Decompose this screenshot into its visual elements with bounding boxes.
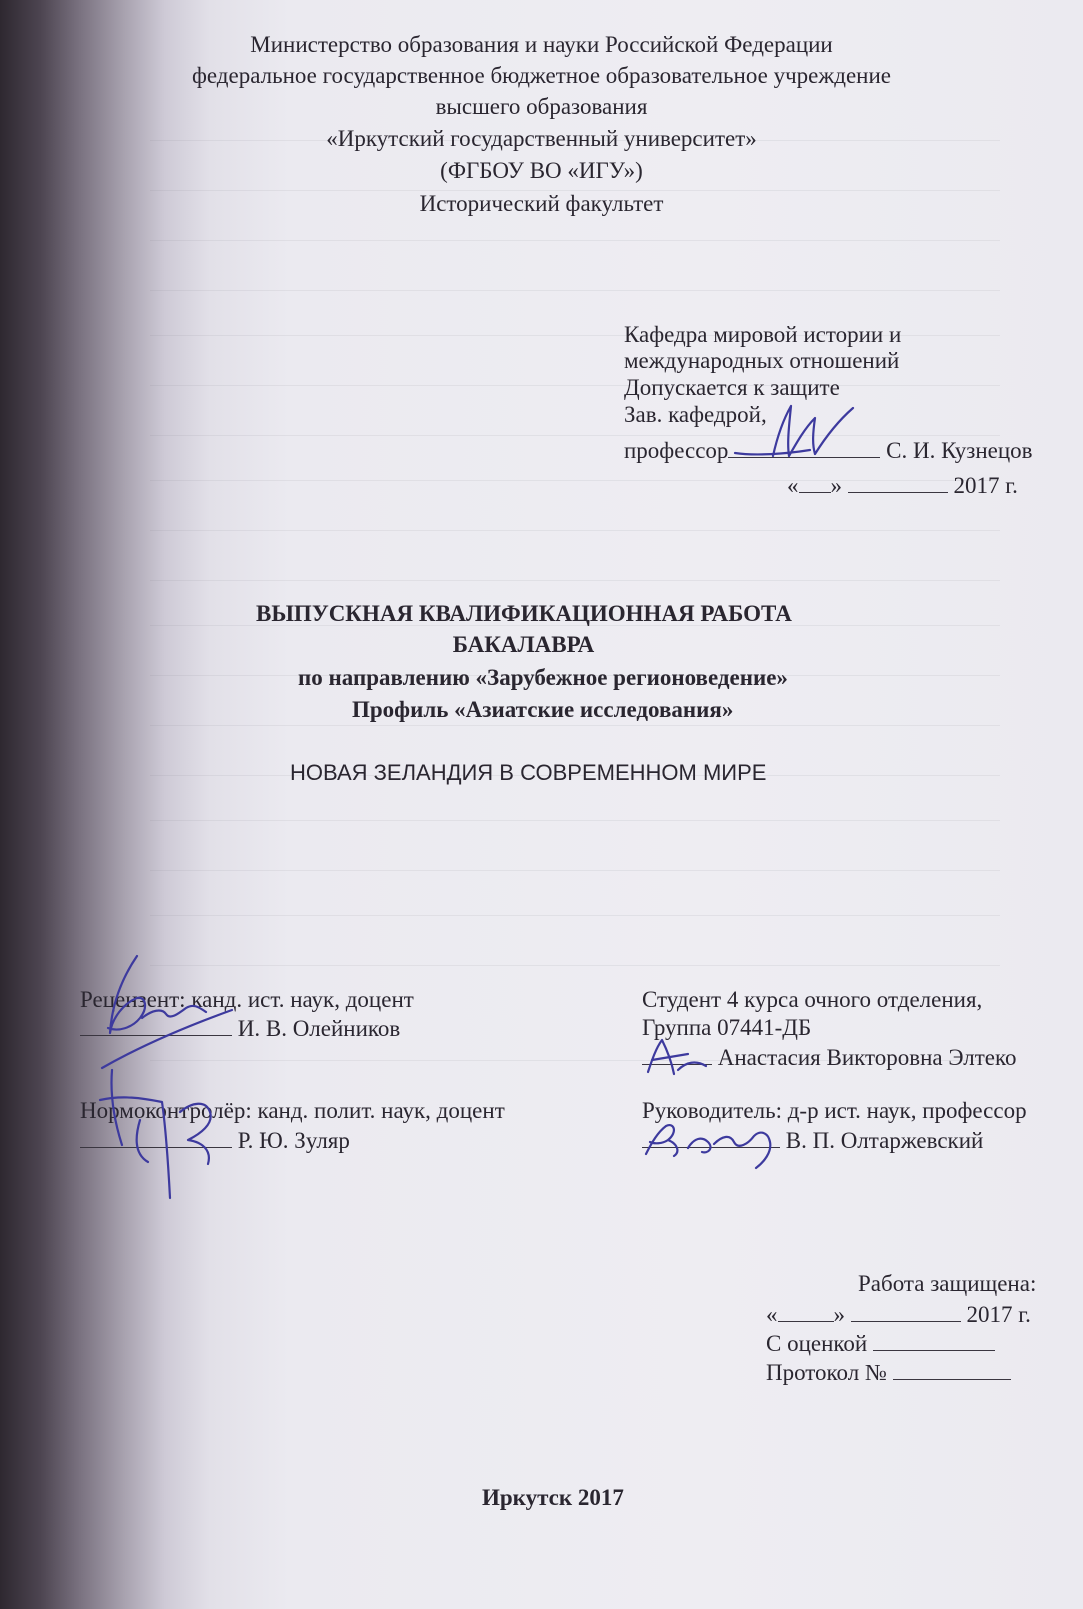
head-signature: [725, 398, 875, 478]
institution-type-line: федеральное государственное бюджетное образовательное учреждение: [191, 63, 892, 88]
faculty-name: Исторический факультет: [419, 191, 664, 216]
grade-blank: [873, 1330, 995, 1351]
ministry-line: Министерство образования и науки Российской Федерации: [250, 32, 833, 57]
supervisor-name: В. П. Олтаржевский: [785, 1128, 984, 1153]
normcontrol-role: Нормоконтролёр: канд. полит. наук, доцент: [80, 1098, 505, 1123]
student-signature: [638, 1032, 718, 1082]
protocol-label: Протокол №: [766, 1360, 887, 1385]
defense-quote-close: »: [833, 1302, 845, 1327]
bleed-through-line: [150, 725, 1000, 726]
thesis-title-line-2: БАКАЛАВРА: [452, 632, 595, 657]
normcontrol-name: Р. Ю. Зуляр: [237, 1128, 350, 1153]
head-name: С. И. Кузнецов: [886, 438, 1033, 463]
date-quote-open: «: [787, 473, 799, 498]
defense-quote-open: «: [766, 1302, 778, 1327]
student-course: Студент 4 курса очного отделения,: [642, 987, 983, 1012]
supervisor-role: Руководитель: д-р ист. наук, профессор: [642, 1098, 1027, 1123]
bleed-through-line: [150, 240, 1000, 241]
normcontrol-signature: [82, 1060, 222, 1205]
defense-label: Работа защищена:: [858, 1271, 1037, 1296]
protocol-blank: [893, 1359, 1011, 1380]
approval-year: 2017 г.: [953, 473, 1018, 498]
reviewer-signature: [82, 948, 257, 1078]
bleed-through-line: [150, 965, 1000, 966]
grade-label: С оценкой: [766, 1331, 868, 1356]
supervisor-signature: [638, 1114, 788, 1174]
city-year: Иркутск 2017: [482, 1485, 624, 1510]
reviewer-name: И. В. Олейников: [237, 1016, 401, 1041]
university-name: «Иркутский государственный университет»: [326, 126, 757, 151]
defense-date-row: [766, 1301, 1031, 1328]
thesis-direction: по направлению «Зарубежное регионоведение»: [298, 665, 788, 690]
thesis-profile: Профиль «Азиатские исследования»: [352, 697, 734, 722]
bleed-through-line: [150, 915, 1000, 916]
reviewer-role: Рецензент: канд. ист. наук, доцент: [80, 987, 414, 1012]
defense-year: 2017 г.: [966, 1302, 1031, 1327]
bleed-through-line: [150, 580, 1000, 581]
university-abbr: (ФГБОУ ВО «ИГУ»): [440, 158, 643, 183]
thesis-title-line-1: ВЫПУСКНАЯ КВАЛИФИКАЦИОННАЯ РАБОТА: [256, 601, 792, 626]
head-label: Зав. кафедрой,: [624, 402, 767, 427]
protocol-row: [766, 1359, 1011, 1386]
student-name: Анастасия Викторовна Элтеко: [717, 1045, 1017, 1070]
bleed-through-line: [150, 820, 1000, 821]
education-level-line: высшего образования: [435, 94, 648, 119]
admitted-label: Допускается к защите: [624, 375, 840, 400]
grade-row: [766, 1330, 995, 1357]
bleed-through-line: [150, 290, 1000, 291]
defense-month-blank: [851, 1301, 961, 1322]
bleed-through-line: [150, 530, 1000, 531]
bleed-through-line: [150, 385, 1000, 386]
defense-day-blank: [778, 1301, 834, 1322]
student-group: Группа 07441-ДБ: [642, 1015, 812, 1040]
date-quote-close: »: [830, 473, 842, 498]
professor-label: профессор: [624, 438, 729, 463]
thesis-topic: НОВАЯ ЗЕЛАНДИЯ В СОВРЕМЕННОМ МИРЕ: [290, 760, 767, 785]
department-line-2: международных отношений: [624, 348, 900, 373]
department-line-1: Кафедра мировой истории и: [624, 322, 902, 347]
bleed-through-line: [150, 870, 1000, 871]
